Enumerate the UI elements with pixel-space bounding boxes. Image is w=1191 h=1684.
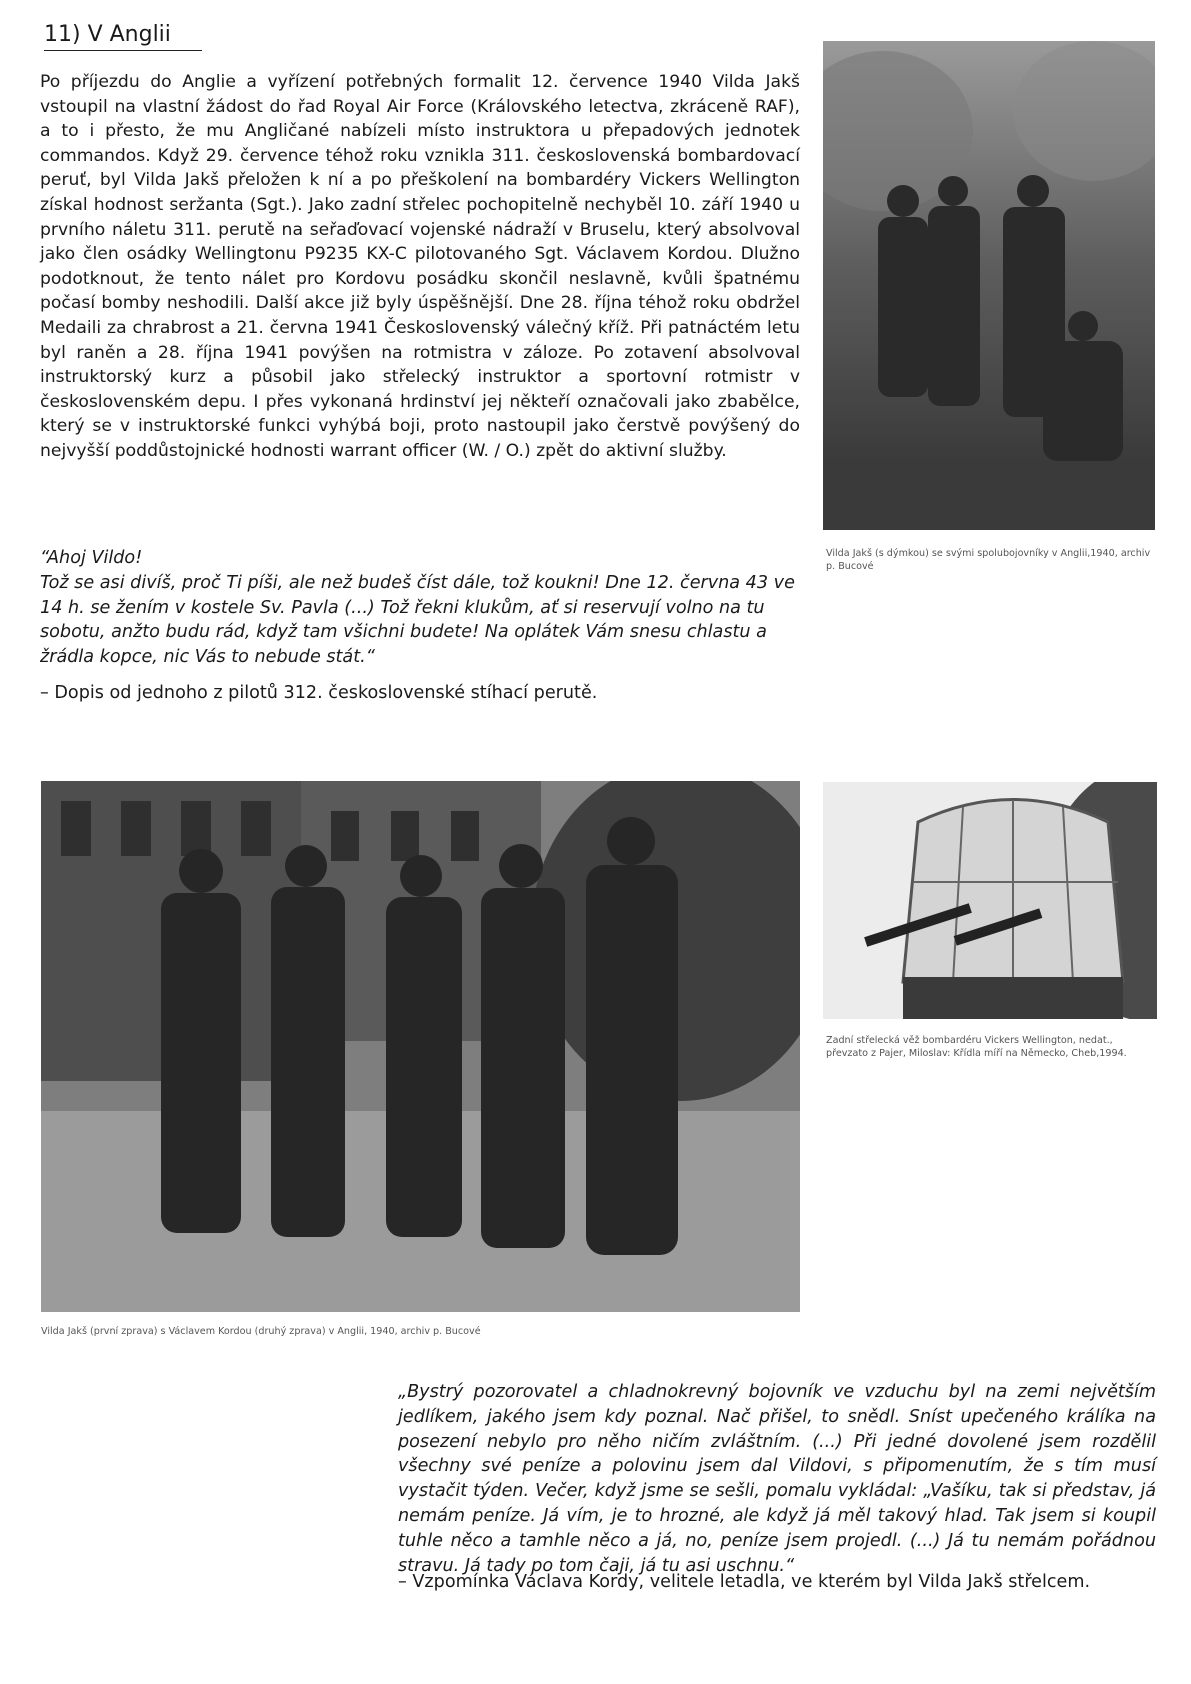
photo-airmen-group [823, 41, 1155, 530]
photo1-caption: Vilda Jakš (s dýmkou) se svými spolubojovníky v Anglii,1940, archiv p. Bucové [826, 548, 1151, 572]
body-paragraph: Po příjezdu do Anglie a vyřízení potřebných formalit 12. července 1940 Vilda Jakš vstoupil na vlastní žádost do řad Royal Air Force (Královského letectva, zkráceně RAF), a to i přesto, že mu Angličané nabízeli místo instruktora u přepadových jednotek commandos. Když 29. července téhož roku vznikla 311. československá bombardovací peruť, byl Vilda Jakš přeložen k ní a po přeškolení na bombardéry Vickers Wellington získal hodnost seržanta (Sgt.). Jako zadní střelec pochopitelně nechyběl 10. září 1940 u prvního náletu 311. perutě na seřaďovací vojenské nádraží v Bruselu, který absolvoval jako člen osádky Wellingtonu P9235 KX-C pilotovaného Sgt. Václavem Kordou. Dlužno podotknout, že tento nálet pro Kordovu posádku skončil neslavně, kvůli špatnému počasí bomby neshodili. Další akce již byly úspěšnější. Dne 28. října téhož roku obdržel Medaili za chrabrost a 21. června 1941 Československý válečný kříž. Při patnáctém letu byl raněn a 28. října 1941 povýšen na rotmistra v záloze. Po zotavení absolvoval instruktorský kurz a působil jako střelecký instruktor a sportovní rotmistr v československém depu. I přes vykonaná hrdinství jej někteří označovali jako zbabělce, který se v instruktorské funkci vyhýbá boji, proto nastoupil jako čerstvě povýšený do nejvyšší poddůstojnické hodnosti warrant officer (W. / O.) zpět do aktivní služby. [40, 72, 800, 461]
page-heading: 11) V Anglii [44, 22, 202, 51]
photo3-caption: Zadní střelecká věž bombardéru Vickers Wellington, nedat., převzato z Pajer, Miloslav: Křídla míří na Německo, Cheb,1994. [826, 1035, 1127, 1059]
letter-quote: “Ahoj Vildo! Tož se asi divíš, proč Ti píši, ale než budeš číst dále, tož koukni! Dne 12. června 43 ve 14 h. se žením v kostele Sv. Pavla (...) Tož řekni klukům, ať si reservují volno na tu sobotu, anžto budu rád, když tam všichni budete! Na oplátek Vám snesu chlastu a žrádla kopce, nic Vás to nebude stát.“ [40, 548, 795, 668]
photo2-caption: Vilda Jakš (první zprava) s Václavem Kordou (druhý zprava) v Anglii, 1940, archiv p. Bucové [41, 1326, 481, 1337]
photo-rear-turret [823, 782, 1157, 1019]
memoir-attribution: – Vzpomínka Václava Kordy, velitele letadla, ve kterém byl Vilda Jakš střelcem. [398, 1572, 1091, 1592]
memoir-quote: „Bystrý pozorovatel a chladnokrevný bojovník ve vzduchu byl na zemi největším jedlíkem, jakého jsem kdy poznal. Nač přišel, to snědl. Sníst upečeného králíka na posezení nebylo pro něho ničím zvláštním. (...) Při jedné dovolené jsem rozdělil všechny své peníze a polovinu jsem dal Vildovi, s připomenutím, že s tím musí vystačit týden. Večer, když jsme se sešli, pomalu vykládal: „Vašíku, tak si představ, já nemám peníze. Já vím, je to hrozné, ale když já měl takový hlad. Tak jsem si koupil tuhle něco a tamhle něco a já, no, peníze jsem projedl. (...) Já tu nemám pořádnou stravu. Já tady po tom čaji, já tu asi uschnu.“ [398, 1382, 1156, 1576]
letter-attribution: – Dopis od jednoho z pilotů 312. československé stíhací perutě. [40, 683, 598, 703]
photo-jaks-with-korda [41, 781, 800, 1312]
